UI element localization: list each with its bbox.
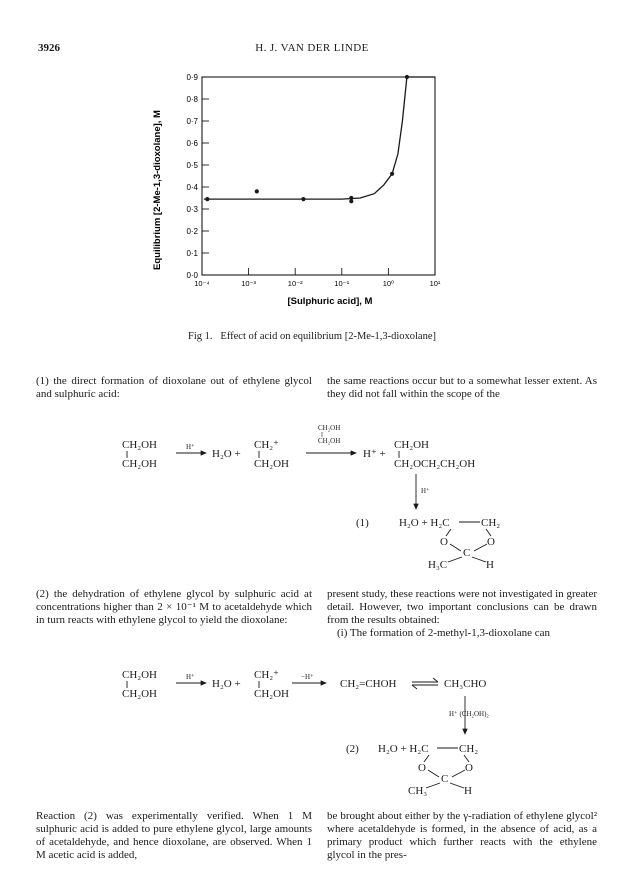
s1-sub-right: H bbox=[486, 559, 494, 571]
caption-text: Effect of acid on equilibrium [2-Me-1,3-dioxolane] bbox=[220, 331, 436, 342]
col2-paragraph-4: be brought about either by the γ-radiation of ethylene glycol² where acetaldehyde is formed, in the absence of acid, as a primary product which further reacts with the ethylene glycol in the pres- bbox=[327, 810, 597, 861]
s2-ring-c: C bbox=[441, 773, 449, 785]
y-tick-label: 0·2 bbox=[186, 227, 198, 236]
s1-arrow2-label-bottom: CH₂OH bbox=[318, 437, 341, 445]
y-tick-label: 0·6 bbox=[186, 139, 198, 148]
col1-paragraph-4: Reaction (2) was experimentally verified. When 1 M sulphuric acid is added to pure ethylene glycol, large amounts of acetaldehyde, and hence dioxolane, are observed. When 1 M acetic acid is added, bbox=[36, 810, 312, 861]
s1-glycol-bottom: CH₂OH bbox=[122, 458, 158, 470]
s1-product: H₂O + H₂C bbox=[399, 517, 450, 529]
s2-arrow1-label: H⁺ bbox=[186, 673, 195, 681]
x-tick-label: 10⁻⁴ bbox=[194, 279, 210, 288]
s2-product: H₂O + H₂C bbox=[378, 743, 429, 755]
s2-equilibrium-arrow bbox=[412, 678, 438, 689]
s2-cation-top: CH₂⁺ bbox=[254, 669, 279, 681]
col1-paragraph-2: (2) the dehydration of ethylene glycol by sulphuric acid at concentrations higher than 2 × 10⁻¹ M to acetaldehyde which in turn reacts with ethylene glycol to yield the dioxolane: bbox=[36, 588, 312, 626]
s1-product-number: (1) bbox=[356, 517, 369, 529]
s1-cation-top: CH₂⁺ bbox=[254, 439, 279, 451]
reaction-scheme-2 bbox=[122, 669, 489, 797]
s1-ether-top: CH₂OH bbox=[394, 439, 430, 451]
s2-ring-o-left: O bbox=[418, 762, 426, 774]
y-axis-label: Equilibrium [2-Me-1,3-dioxolane], M bbox=[152, 110, 163, 270]
x-tick-label: 10⁻² bbox=[287, 279, 303, 288]
s1-ether-bottom: CH₂OCH₂CH₂OH bbox=[394, 458, 476, 470]
col2-paragraph-1: the same reactions occur but to a somewhat lesser extent. As they did not fall within the scope of the bbox=[327, 375, 597, 400]
s1-glycol-top: CH₂OH bbox=[122, 439, 158, 451]
s2-ring-o-right: O bbox=[465, 762, 473, 774]
y-tick-label: 0·0 bbox=[186, 271, 198, 280]
col2-paragraph-3: (i) The formation of 2-methyl-1,3-dioxolane can bbox=[337, 627, 551, 639]
s1-cation-bottom: CH₂OH bbox=[254, 458, 290, 470]
s2-glycol-bottom: CH₂OH bbox=[122, 688, 158, 700]
s2-sub-left: CH₃ bbox=[408, 785, 428, 797]
s2-cation-bottom: CH₂OH bbox=[254, 688, 290, 700]
s1-ring-c: C bbox=[463, 547, 471, 559]
s2-sub-right: H bbox=[464, 785, 472, 797]
s2-glycol-top: CH₂OH bbox=[122, 669, 158, 681]
x-tick-label: 10⁻³ bbox=[241, 279, 257, 288]
x-tick-label: 10⁻¹ bbox=[334, 279, 350, 288]
col1-paragraph-1: (1) the direct formation of dioxolane out of ethylene glycol and sulphuric acid: bbox=[36, 375, 312, 400]
s1-ring-right: CH₂ bbox=[481, 517, 501, 529]
col2-paragraph-2: present study, these reactions were not investigated in greater detail. However, two important conclusions can be drawn from the results obtained: bbox=[327, 588, 597, 626]
s2-ring-right: CH₂ bbox=[459, 743, 479, 755]
s1-plus-water: H₂O + bbox=[212, 448, 241, 460]
y-tick-label: 0·7 bbox=[186, 117, 198, 126]
y-tick-label: 0·8 bbox=[186, 95, 198, 104]
s1-ring-o-left: O bbox=[440, 536, 448, 548]
s2-product-number: (2) bbox=[346, 743, 359, 755]
s2-plus-water: H₂O + bbox=[212, 678, 241, 690]
page-number: 3926 bbox=[38, 42, 60, 54]
s2-arrow2-label: −H⁺ bbox=[301, 673, 314, 681]
running-head-author: H. J. VAN DER LINDE bbox=[255, 42, 369, 54]
s1-arrow2-label-top: CH₂OH bbox=[318, 424, 341, 432]
y-tick-label: 0·3 bbox=[186, 205, 198, 214]
caption-label: Fig 1. bbox=[188, 331, 213, 342]
s1-sub-left: H₃C bbox=[428, 559, 448, 571]
y-tick-label: 0·4 bbox=[186, 183, 198, 192]
s2-enol: CH₂=CHOH bbox=[340, 678, 397, 690]
x-axis-label: [Sulphuric acid], M bbox=[287, 296, 373, 307]
x-tick-label: 10¹ bbox=[429, 279, 441, 288]
y-tick-label: 0·5 bbox=[186, 161, 198, 170]
reaction-scheme-1 bbox=[122, 424, 500, 571]
y-tick-label: 0·1 bbox=[186, 249, 198, 258]
s1-plus-proton: H⁺ + bbox=[363, 448, 386, 460]
s1-down-label: H⁺ bbox=[421, 487, 430, 495]
y-tick-label: 0·9 bbox=[186, 73, 198, 82]
s1-ring-o-right: O bbox=[487, 536, 495, 548]
s2-down-label: H⁺ (CH₂OH)₂ bbox=[449, 710, 489, 718]
s2-aldehyde: CH₃CHO bbox=[444, 678, 487, 690]
x-tick-label: 10⁰ bbox=[382, 279, 395, 288]
s1-arrow1-label: H⁺ bbox=[186, 443, 195, 451]
